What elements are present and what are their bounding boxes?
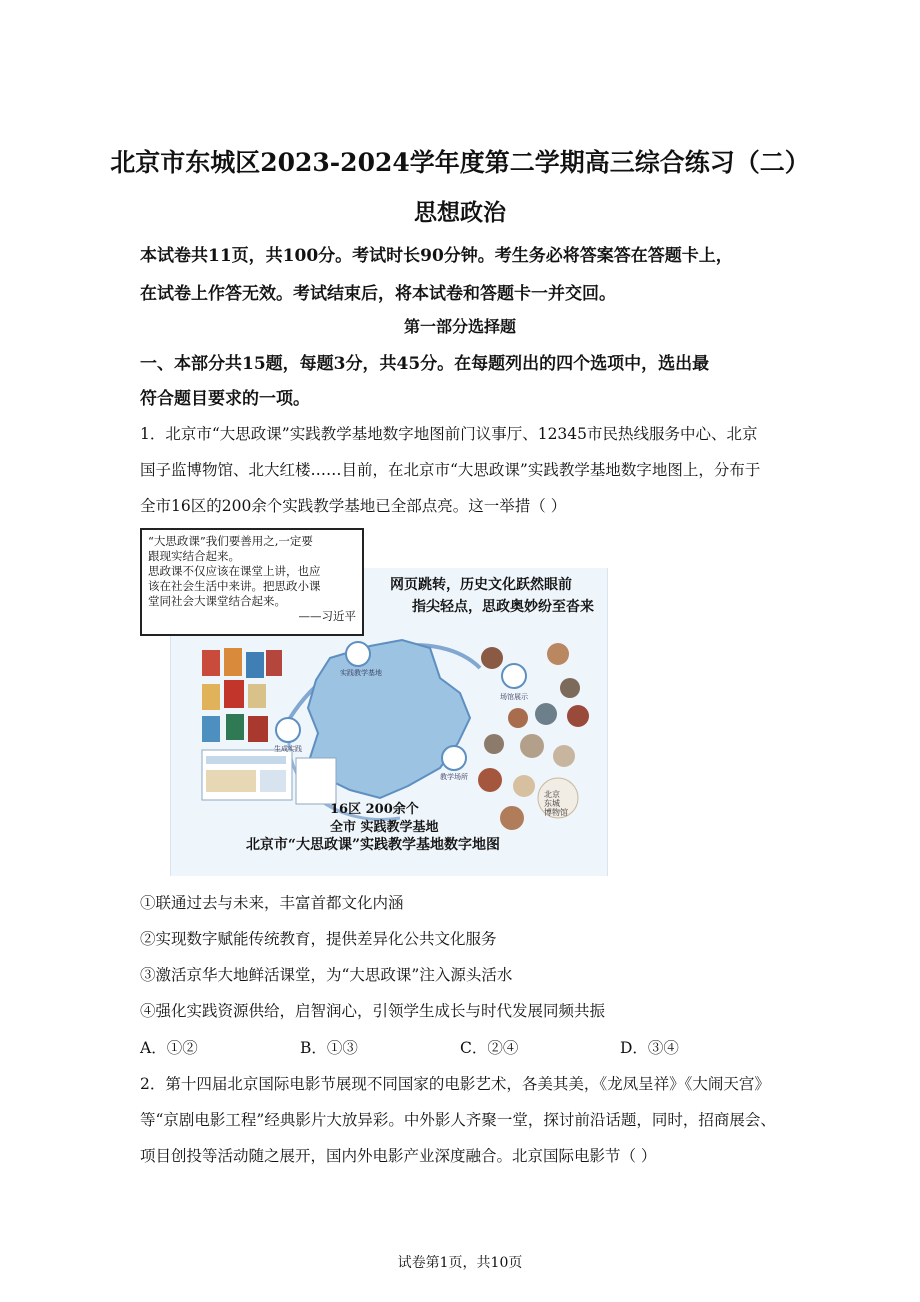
q2-stem-line-3: 项目创投等活动随之展开，国内外电影产业深度融合。北京国际电影节（ ）: [140, 1147, 657, 1165]
section-intro-line-1: 一、本部分共15题，每题3分，共45分。在每题列出的四个选项中，选出最: [140, 354, 710, 374]
q1-figure: [140, 528, 606, 876]
q2-stem-line-1: 2．第十四届北京国际电影节展现不同国家的电影艺术，各美其美，《龙凤呈祥》《大闹天宫》: [140, 1075, 770, 1093]
q1-statement-4: ④强化实践资源供给，启智润心，引领学生成长与时代发展同频共振: [140, 1002, 606, 1020]
q2-stem-line-2: 等“京剧电影工程”经典影片大放异彩。中外影人齐聚一堂，探讨前沿话题，同时，招商展会、: [140, 1111, 776, 1129]
q1-option-c[interactable]: C．②④: [460, 1039, 519, 1057]
part-title: 第一部分选择题: [403, 317, 516, 336]
landmark-photo: [547, 643, 569, 665]
map-marker-icon: [442, 746, 466, 770]
figure-headline-2: 指尖轻点，思政奥妙纷至沓来: [412, 599, 594, 615]
book-thumbnail: [224, 648, 242, 676]
q1-statement-2: ②实现数字赋能传统教育，提供差异化公共文化服务: [140, 930, 497, 948]
landmark-photo: [478, 768, 502, 792]
page-footer: 试卷第1页，共10页: [397, 1255, 523, 1271]
q1-option-a[interactable]: A．①②: [140, 1039, 198, 1057]
quote-line: 该在社会生活中来讲。把思政小课: [148, 579, 321, 593]
quote-line: 思政课不仅应该在课堂上讲，也应: [148, 564, 321, 578]
map-label: 生成实践: [274, 745, 302, 753]
book-thumbnail: [224, 680, 244, 708]
landmark-photo: [500, 806, 524, 830]
landmark-photo: [535, 703, 557, 725]
landmark-photo: [508, 708, 528, 728]
landmark-photo: [520, 734, 544, 758]
book-thumbnail: [246, 652, 264, 678]
map-label: 场馆展示: [500, 693, 528, 701]
map-marker-icon: [276, 718, 300, 742]
figure-stat-1: 16区 200余个: [330, 802, 419, 817]
q1-stem-line-3: 全市16区的200余个实践教学基地已全部点亮。这一举措（ ）: [140, 497, 567, 515]
q1-statement-1: ①联通过去与未来，丰富首都文化内涵: [140, 894, 404, 912]
q1-stem-line-1: 1．北京市“大思政课”实践教学基地数字地图前门议事厅、12345市民热线服务中心、北京: [140, 425, 758, 443]
instruction-line-1: 本试卷共11页，共100分。考试时长90分钟。考生务必将答案答在答题卡上，: [140, 246, 733, 266]
q1-option-d[interactable]: D．③④: [620, 1039, 679, 1057]
book-thumbnail: [266, 650, 282, 676]
landmark-photo: [481, 647, 503, 669]
figure-stat-2: 全市 实践教学基地: [330, 820, 439, 835]
landmark-photo: [560, 678, 580, 698]
quote-line: 跟现实结合起来。: [148, 549, 240, 563]
map-label: 实践教学基地: [340, 669, 382, 677]
book-thumbnail: [202, 650, 220, 676]
figure-headline-1: 网页跳转，历史文化跃然眼前: [390, 577, 572, 593]
book-thumbnail: [226, 714, 244, 740]
q1-stem-line-2: 国子监博物馆、北大红楼……目前，在北京市“大思政课”实践教学基地数字地图上，分布于: [140, 461, 761, 479]
instruction-line-2: 在试卷上作答无效。考试结束后，将本试卷和答题卡一并交回。: [140, 284, 616, 304]
landmark-photo: [553, 745, 575, 767]
map-label: 教学场所: [440, 773, 468, 781]
q1-statement-3: ③激活京华大地鲜活课堂，为“大思政课”注入源头活水: [140, 966, 513, 984]
landmark-photo: [484, 734, 504, 754]
quote-box: [140, 528, 364, 636]
quote-line: 堂同社会大课堂结合起来。: [148, 594, 286, 608]
subject-title: 思想政治: [414, 199, 506, 226]
book-thumbnail: [248, 684, 266, 708]
corner-label: 北京 东城 博物馆: [544, 790, 568, 817]
book-thumbnail: [202, 716, 220, 742]
book-thumbnail: [202, 684, 220, 710]
quote-author: ——习近平: [298, 609, 356, 623]
map-marker-icon: [346, 642, 370, 666]
book-thumbnail: [248, 716, 268, 742]
exam-title: 北京市东城区2023-2024学年度第二学期高三综合练习（二）: [110, 148, 810, 177]
figure-caption: 北京市“大思政课”实践教学基地数字地图: [245, 837, 501, 853]
landmark-photo: [513, 775, 535, 797]
landmark-photo: [567, 705, 589, 727]
quote-line: “大思政课”我们要善用之,一定要: [148, 534, 313, 548]
q1-option-b[interactable]: B．①③: [300, 1039, 358, 1057]
section-intro-line-2: 符合题目要求的一项。: [140, 389, 310, 409]
map-marker-icon: [502, 664, 526, 688]
